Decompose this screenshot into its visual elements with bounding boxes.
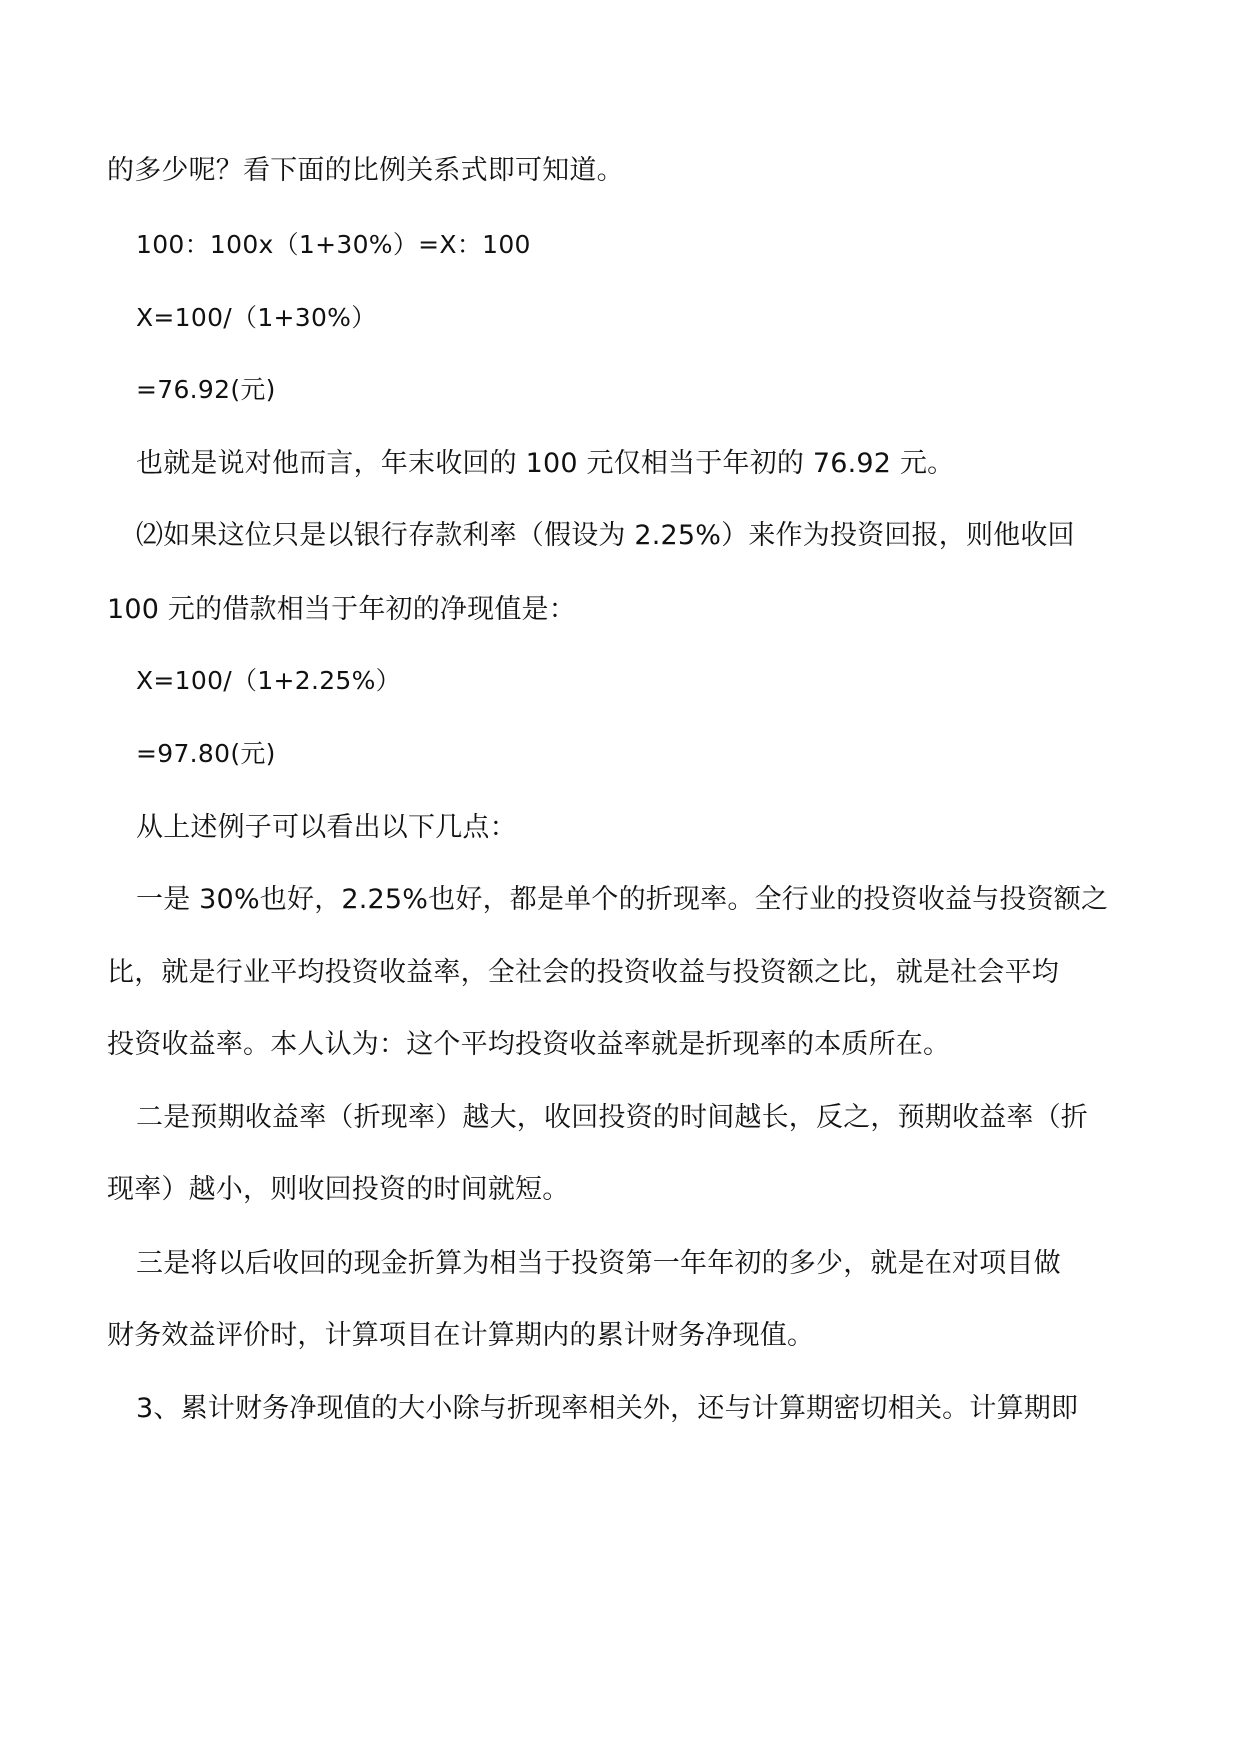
text-line-7: 100 元的借款相当于年初的净现值是： <box>107 594 576 625</box>
formula-result-2: =97.80(元) <box>136 739 276 768</box>
text-line-17: 财务效益评价时，计算项目在计算期内的累计财务净现值。 <box>107 1320 815 1351</box>
text-line-10: 从上述例子可以看出以下几点： <box>136 812 517 843</box>
text-line-16: 三是将以后收回的现金折算为相当于投资第一年年初的多少，就是在对项目做 <box>136 1248 1061 1279</box>
text-line-15: 现率）越小，则收回投资的时间就短。 <box>107 1174 570 1205</box>
text-line-12: 比，就是行业平均投资收益率，全社会的投资收益与投资额之比，就是社会平均 <box>107 957 1059 988</box>
text-line-1: 的多少呢？看下面的比例关系式即可知道。 <box>107 155 624 186</box>
formula-x-30: X=100/（1+30%） <box>136 303 377 332</box>
formula-x-225: X=100/（1+2.25%） <box>136 666 401 695</box>
text-line-5: 也就是说对他而言，年末收回的 100 元仅相当于年初的 76.92 元。 <box>136 448 955 479</box>
formula-result-1: =76.92(元) <box>136 375 276 404</box>
text-line-11: 一是 30%也好，2.25%也好，都是单个的折现率。全行业的投资收益与投资额之 <box>136 884 1109 915</box>
formula-ratio: 100：100x（1+30%）=X：100 <box>136 230 531 259</box>
text-line-13: 投资收益率。本人认为：这个平均投资收益率就是折现率的本质所在。 <box>107 1029 951 1060</box>
text-line-6: ⑵如果这位只是以银行存款利率（假设为 2.25%）来作为投资回报，则他收回 <box>136 520 1075 551</box>
text-line-14: 二是预期收益率（折现率）越大，收回投资的时间越长，反之，预期收益率（折 <box>136 1102 1088 1133</box>
text-line-18: 3、累计财务净现值的大小除与折现率相关外，还与计算期密切相关。计算期即 <box>136 1393 1079 1424</box>
